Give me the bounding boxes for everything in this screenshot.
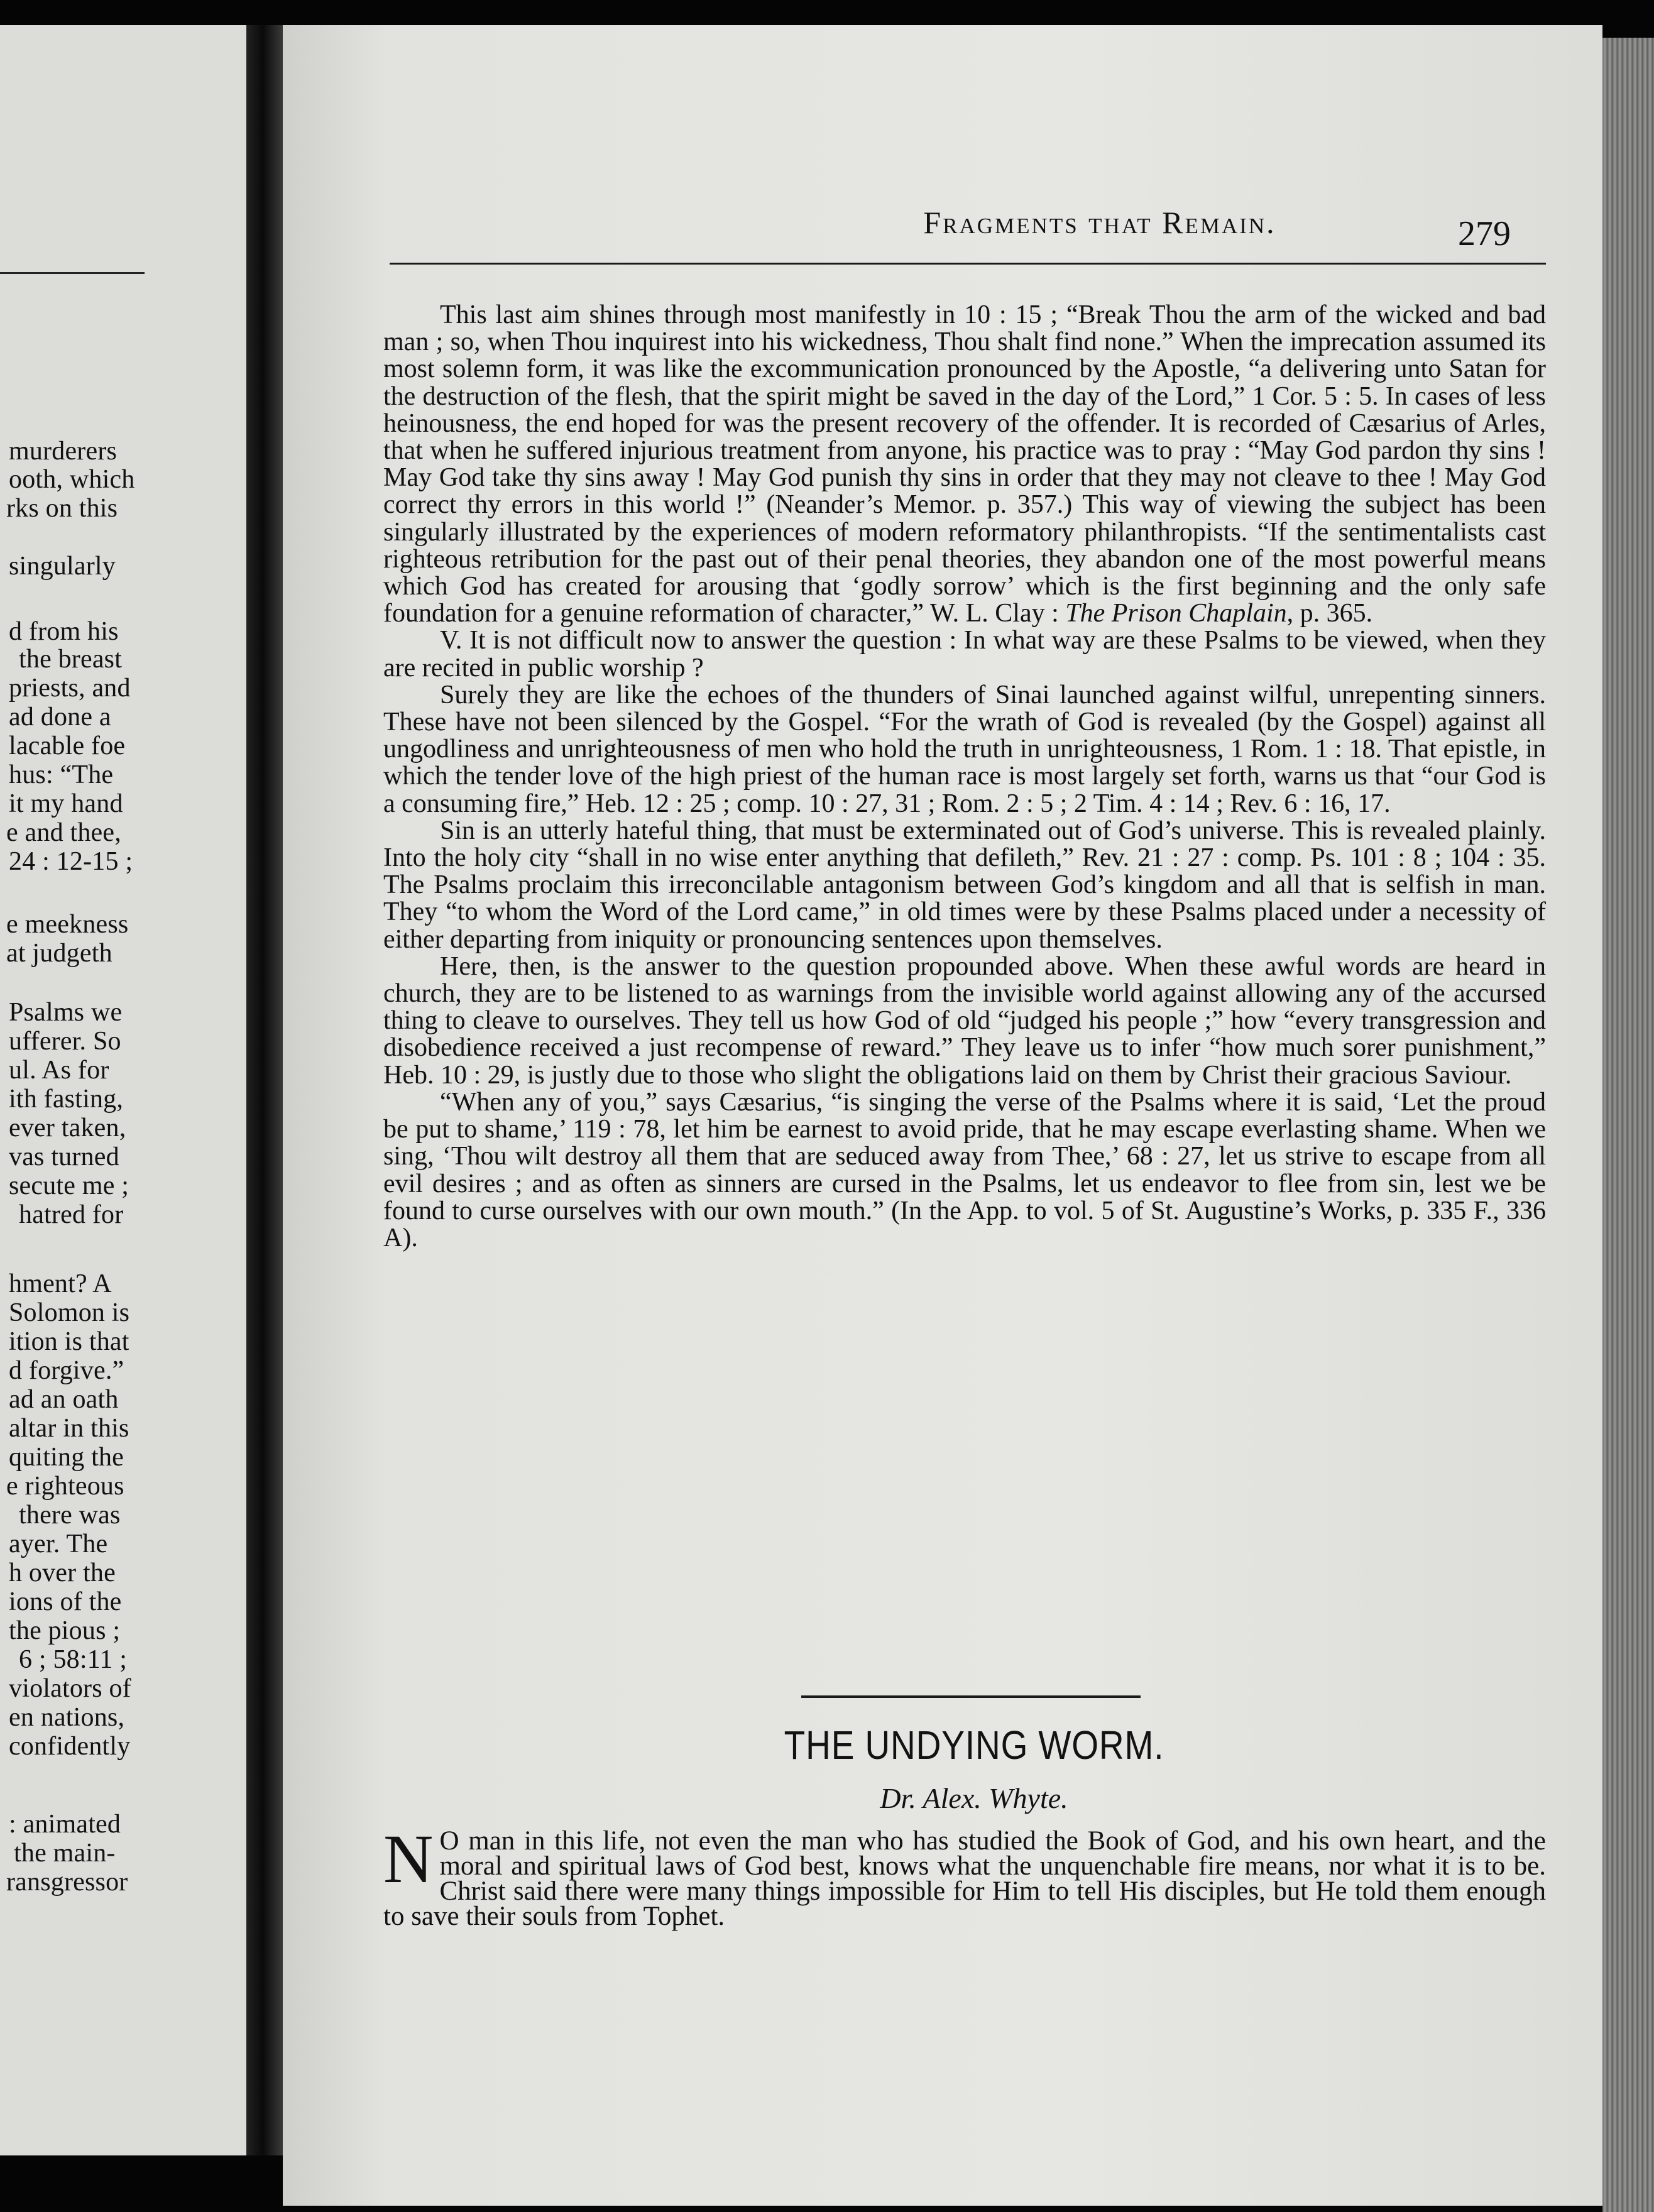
left-fragment: ition is that bbox=[9, 1327, 129, 1356]
left-fragment: the pious ; bbox=[9, 1616, 121, 1645]
paragraph-echoes: Surely they are like the echoes of the thunders of Sinai launched against wilful, unrepenting sinners. These have not been silenced by the Gospel. “For the wrath of God is revealed (by the Gospel) against all ungodliness and unrighteousness of men who hold the truth in unrighteousness, 1 Rom. 1 : 18. That epistle, in which the tender love of the high priest of the human race is most largely set forth, warns us that “our God is a consuming fire,” Heb. 12 : 25 ; comp. 10 : 27, 31 ; Rom. 2 : 5 ; 2 Tim. 4 : 14 ; Rev. 6 : 16, 17. bbox=[383, 680, 1546, 818]
left-fragment: confidently bbox=[9, 1732, 131, 1761]
left-fragment: vas turned bbox=[9, 1142, 119, 1171]
left-fragment: ul. As for bbox=[9, 1056, 109, 1085]
paragraph-aim: This last aim shines through most manifestly in 10 : 15 ; “Break Thou the arm of the wicked and bad man ; so, when Thou inquirest into his wickedness, Thou shalt find none.” When the imprecation assumed its most solemn form, it was like the excommunication pronounced by the Apostle, “a delivering unto Satan for the destruction of the flesh, that the spirit might be saved in the day of the Lord,” 1 Cor. 5 : 5. In cases of less heinousness, the end hoped for was the present recovery of the offender. It is recorded of Cæsarius of Arles, that when he suffered injurious treatment from anyone, his practice was to pray : “May God pardon thy sins ! May God take thy sins away ! May God punish thy sins in order that they may not cleave to thee ! May God correct thy errors in this world !” (Neander’s Memor. p. 357.) This way of viewing the subject has been singularly illustrated by the experiences of modern reformatory philanthropists. “If the sentimentalists cast righteous retribution for the past out of their penal theories, they abandon one of the most powerful means which God has created for arousing that ‘godly sorrow’ which is the first beginning and the only safe foundation for a genuine reformation of character,” W. L. Clay : The Prison Chaplain, p. 365. bbox=[383, 300, 1546, 628]
left-fragment: e and thee, bbox=[6, 818, 121, 847]
article-author: Dr. Alex. Whyte. bbox=[880, 1782, 1068, 1814]
left-fragment: ransgressor bbox=[6, 1868, 128, 1897]
left-fragment: the breast bbox=[19, 645, 123, 674]
left-fragment: ufferer. So bbox=[9, 1027, 121, 1056]
left-fragment: lacable foe bbox=[9, 731, 126, 760]
paragraph-sin: Sin is an utterly hateful thing, that must be exterminated out of God’s universe. This is revealed plainly. Into the holy city “shall in no wise enter anything that defileth,” Rev. 21 : 27 : comp. Ps. 101 : 8 ; 104 : 35. The Psalms proclaim this irreconcilable antagonism between God’s kingdom and all that is selfish in man. They “to whom the Word of the Lord came,” in old times were by these Psalms placed under a necessity of either departing from iniquity or pronouncing sentences upon themselves. bbox=[383, 816, 1546, 954]
citation-title: The Prison Chaplain bbox=[1065, 599, 1287, 628]
left-fragment: ad an oath bbox=[9, 1385, 119, 1414]
left-fragment: en nations, bbox=[9, 1703, 125, 1732]
left-fragment: rks on this bbox=[6, 494, 118, 523]
left-fragment: quiting the bbox=[9, 1443, 124, 1472]
left-fragment: ayer. The bbox=[9, 1530, 108, 1558]
left-fragment: ooth, which bbox=[9, 465, 135, 494]
page-279 bbox=[283, 25, 1602, 2206]
citation-page: , p. 365. bbox=[1286, 599, 1373, 628]
left-fragment: Solomon is bbox=[9, 1298, 130, 1327]
left-fragment: hment? A bbox=[9, 1269, 112, 1298]
article-body bbox=[383, 1821, 1546, 1931]
paragraph-answer: Here, then, is the answer to the question propounded above. When these awful words are heard in church, they are to be listened to as warnings from the invisible world against allowing any of the accursed thing to cleave to ourselves. They tell us how God of old “judged his people ;” how “every transgression and disobedience received a just recompense of reward.” They leave us to infer “how much sorer punishment,” Heb. 10 : 29, is justly due to those who slight the obligations laid on them by Christ their gracious Saviour. bbox=[383, 951, 1546, 1090]
left-fragment: Psalms we bbox=[9, 998, 123, 1027]
left-fragment: e righteous bbox=[6, 1472, 124, 1501]
left-fragment: altar in this bbox=[9, 1414, 129, 1443]
left-fragment: 6 ; 58:11 ; bbox=[19, 1645, 128, 1674]
left-fragment: ith fasting, bbox=[9, 1085, 124, 1114]
drop-cap: N bbox=[383, 1821, 434, 1897]
left-fragment: ever taken, bbox=[9, 1114, 126, 1142]
section-divider bbox=[801, 1695, 1141, 1698]
left-fragment: : animated bbox=[9, 1810, 121, 1839]
left-fragment: it my hand bbox=[9, 789, 123, 818]
left-fragment: hus: “The bbox=[9, 760, 114, 789]
left-fragment: priests, and bbox=[9, 674, 131, 703]
left-fragment: 24 : 12-15 ; bbox=[9, 847, 133, 876]
left-fragment: the main- bbox=[14, 1839, 116, 1868]
header-rule bbox=[390, 263, 1546, 265]
left-fragment: d from his bbox=[9, 617, 119, 646]
left-fragment: there was bbox=[19, 1501, 121, 1530]
book-spine-gutter bbox=[246, 25, 283, 2155]
left-fragment: secute me ; bbox=[9, 1171, 129, 1200]
left-fragment: d forgive.” bbox=[9, 1356, 124, 1385]
running-head: Fragments that Remain. bbox=[923, 205, 1276, 240]
left-facing-page bbox=[0, 25, 246, 2155]
article-opening-text: O man in this life, not even the man who has studied the Book of God, and his own heart, and the moral and spiritual laws of God best, knows what the unquenchable fire means, nor what it is to be. Christ said there were many things impossible for Him to tell His disciples, but He told them enough to save their souls from Tophet. bbox=[383, 1826, 1546, 1931]
article-title: THE UNDYING WORM. bbox=[784, 1722, 1164, 1768]
page-number: 279 bbox=[1458, 214, 1511, 253]
left-fragment: ions of the bbox=[9, 1587, 122, 1616]
left-page-head-rule bbox=[0, 272, 145, 274]
left-fragment: at judgeth bbox=[6, 939, 112, 968]
left-fragment: murderers bbox=[9, 437, 118, 466]
left-fragment: singularly bbox=[9, 552, 116, 581]
paragraph-caesarius: “When any of you,” says Cæsarius, “is singing the verse of the Psalms where it is said, ‘Let the proud be put to shame,’ 119 : 78, let him be earnest to avoid pride, that he may escape everlasting shame. When we sing, ‘Thou wilt destroy all them that are seduced away from Thee,’ 68 : 27, let us strive to escape from all evil desires ; and as often as sinners are cursed in the Psalms, let us endeavor to flee from sin, lest we be found to curse ourselves with our own mouth.” (In the App. to vol. 5 of St. Augustine’s Works, p. 335 F., 336 A). bbox=[383, 1087, 1546, 1252]
paragraph-question: V. It is not difficult now to answer the question : In what way are these Psalms to be viewed, when they are recited in public worship ? bbox=[383, 626, 1546, 682]
left-fragment: ad done a bbox=[9, 703, 111, 731]
left-fragment: violators of bbox=[9, 1674, 131, 1703]
body-text bbox=[383, 302, 1546, 1252]
left-fragment: e meekness bbox=[6, 910, 129, 939]
left-fragment: h over the bbox=[9, 1558, 116, 1587]
page-block-edge bbox=[1602, 38, 1654, 2212]
left-fragment: hatred for bbox=[19, 1200, 124, 1229]
